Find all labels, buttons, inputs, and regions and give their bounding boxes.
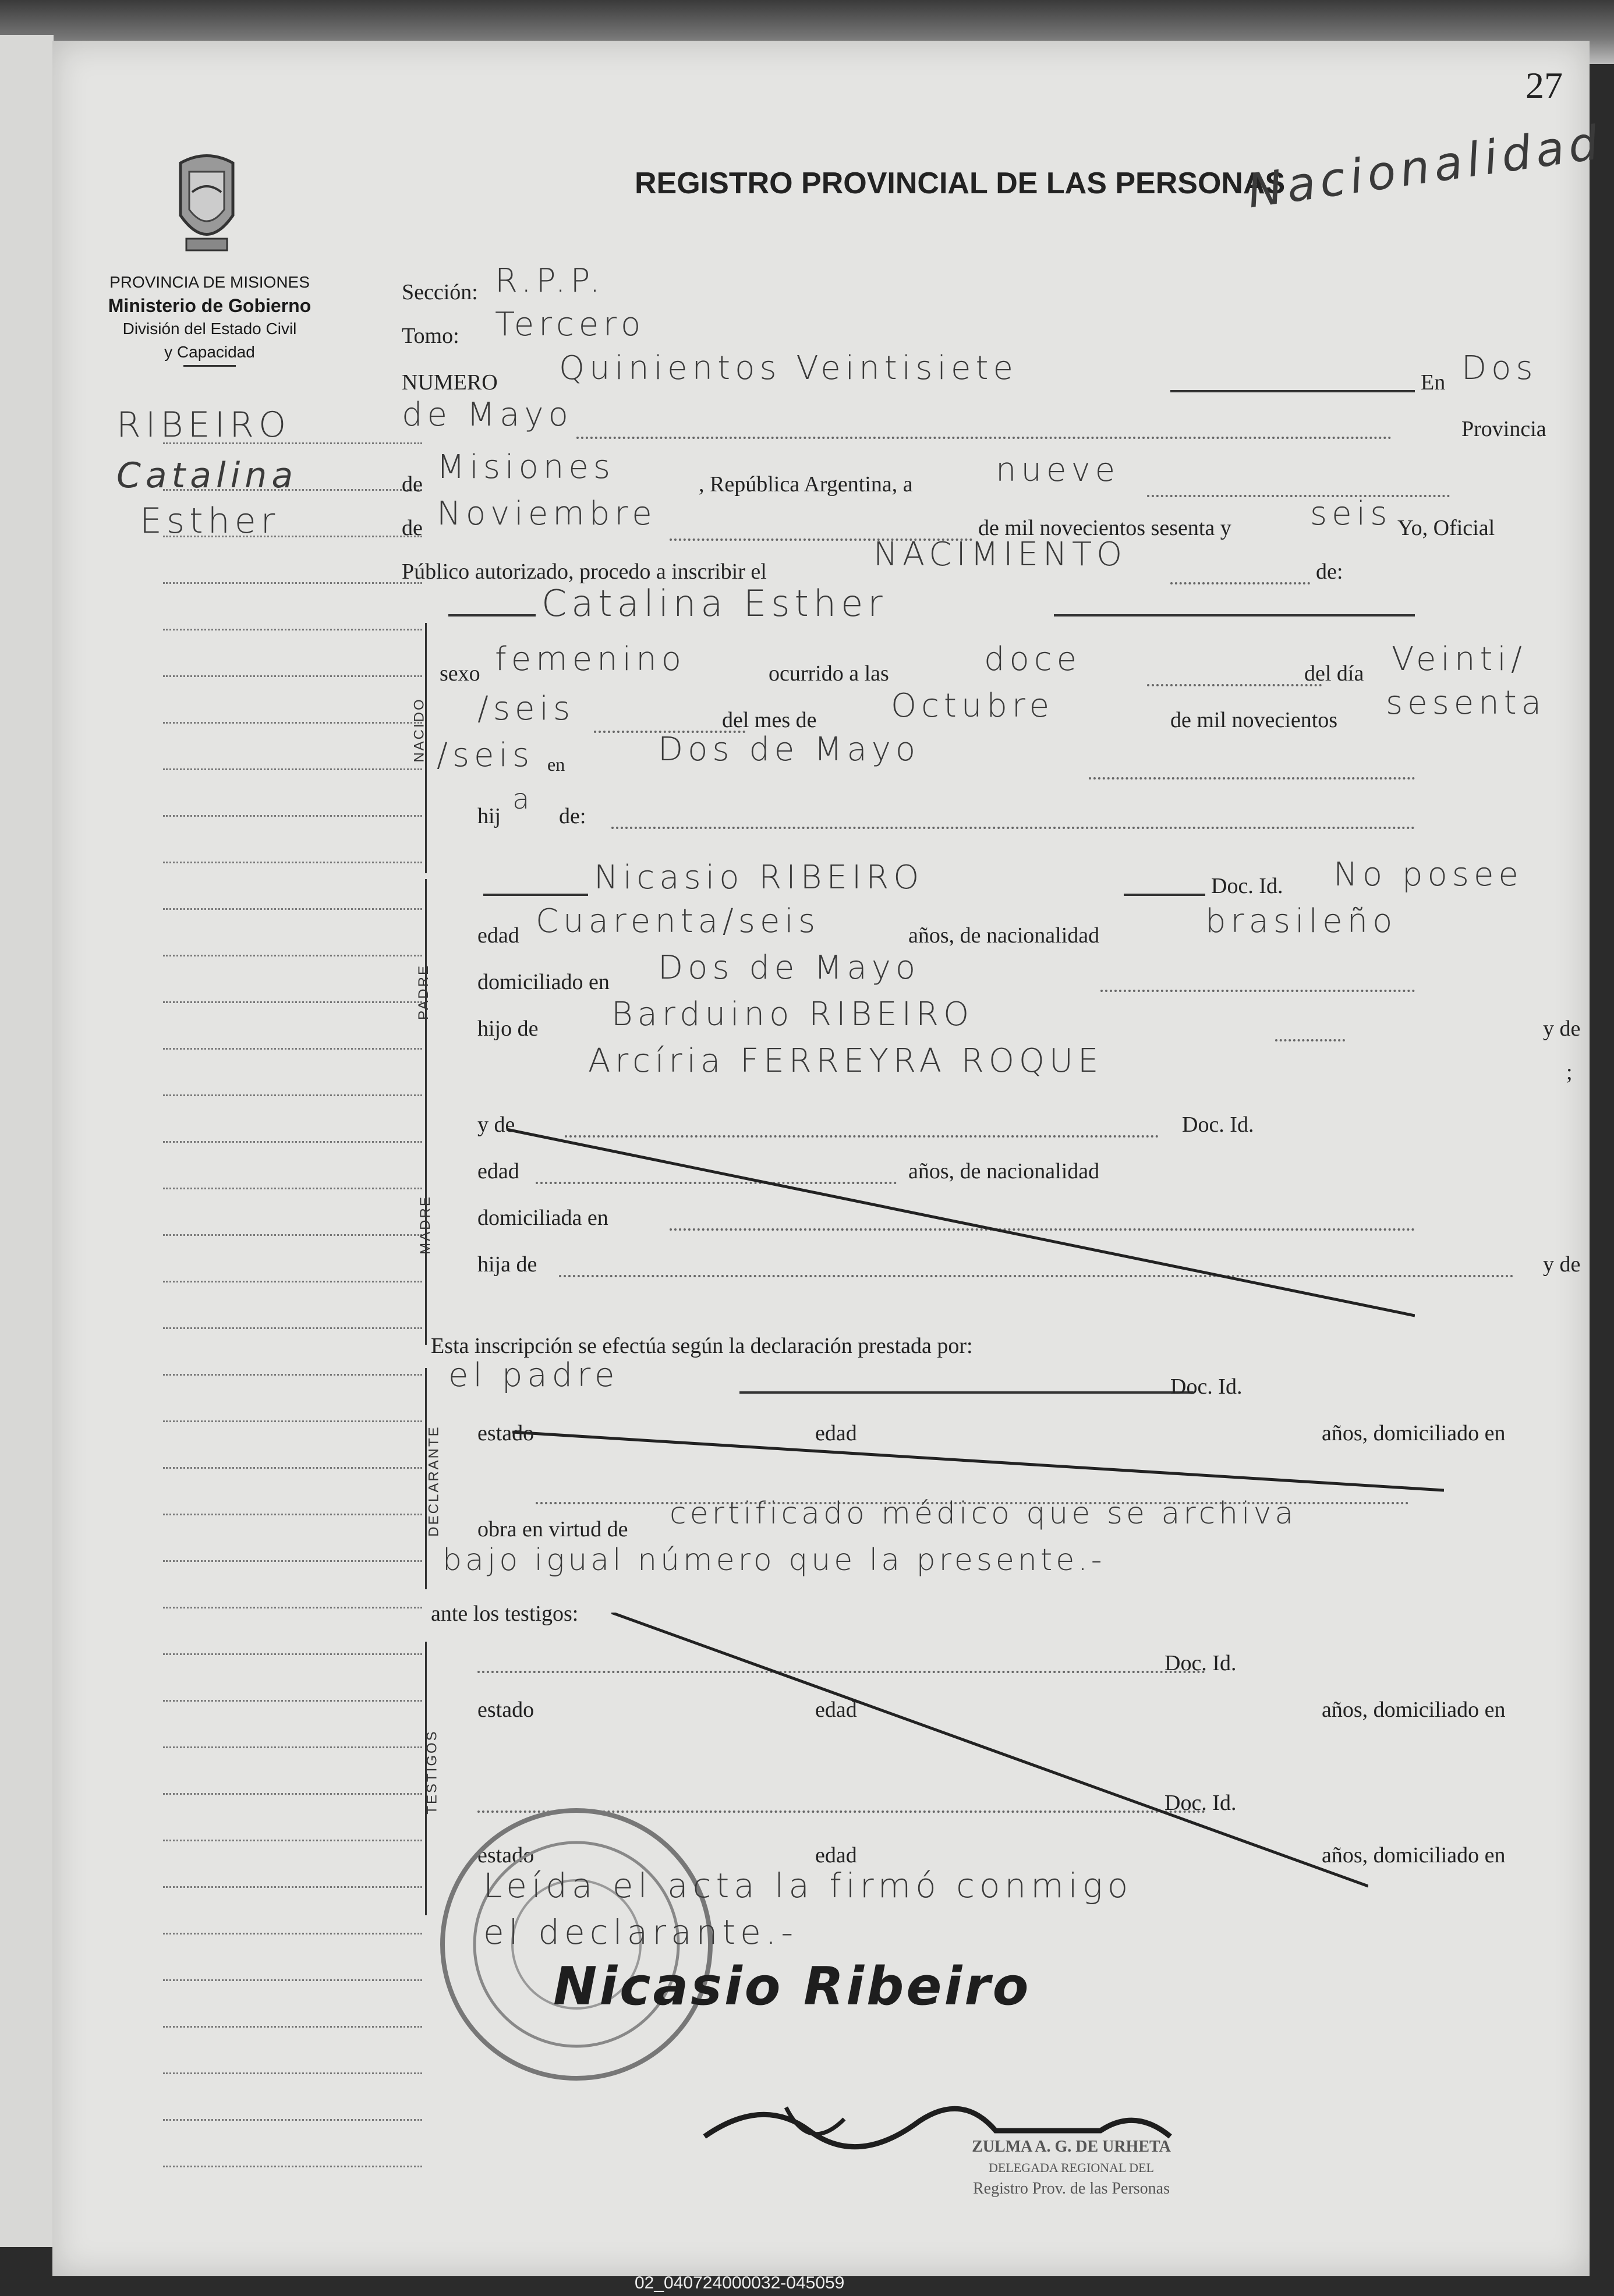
dia-value-1: Veinti/ — [1392, 640, 1527, 678]
de-colon-label: de: — [1316, 559, 1343, 584]
declarante-nombre-value: el padre — [448, 1356, 620, 1394]
hij-value: a — [512, 783, 535, 816]
mes-value: Octubre — [891, 687, 1054, 725]
official-office: Registro Prov. de las Personas — [972, 2180, 1170, 2198]
anio-label: de mil novecientos — [1170, 708, 1338, 732]
margin-note-signature: Nacionalidad — [1244, 115, 1606, 219]
tomo-value: Tercero — [495, 306, 646, 343]
padre-edad-label: edad — [477, 923, 519, 948]
day-value: nueve — [996, 451, 1120, 489]
testigos-intro: ante los testigos: — [431, 1601, 579, 1626]
testigo-1-estado-label: estado — [477, 1698, 535, 1722]
madre-y-de-end-label: y de — [1543, 1252, 1581, 1277]
year-label: de mil novecientos sesenta y — [978, 516, 1231, 540]
month-value: Noviembre — [437, 495, 657, 533]
place-value: de Mayo — [402, 396, 573, 434]
nacido-section-label: NACIDO — [411, 697, 427, 763]
declarante-doc-label: Doc. Id. — [1170, 1374, 1243, 1399]
testigo-1-edad-label: edad — [815, 1698, 857, 1722]
madre-edad-label: edad — [477, 1159, 519, 1184]
mes-label: del mes de — [722, 708, 817, 732]
madre-y-de-label: y de — [477, 1112, 515, 1137]
declarante-intro: Esta inscripción se efectúa según la declaración prestada por: — [431, 1334, 973, 1358]
padre-doc-value: No posee — [1333, 856, 1523, 894]
abuela-paterna-value: Arcíria FERREYRA ROQUE — [588, 1042, 1103, 1080]
republica-label: , República Argentina, a — [699, 472, 913, 497]
anio-value-2: /seis — [437, 736, 535, 774]
en-label: En — [1421, 370, 1446, 395]
madre-hija-de-label: hija de — [477, 1252, 537, 1277]
closing-line-1: Leída el acta la firmó conmigo — [483, 1866, 1133, 1905]
padre-nacionalidad-value: brasileño — [1205, 902, 1397, 940]
province-name: PROVINCIA DE MISIONES — [109, 273, 310, 291]
dia-label: del día — [1304, 661, 1364, 686]
page-title: REGISTRO PROVINCIAL DE LAS PERSONAS — [635, 166, 1286, 200]
page-number: 27 — [1525, 65, 1563, 106]
numero-label: NUMERO — [402, 370, 498, 395]
margin-given-name-2: Esther — [140, 501, 280, 541]
padre-domicilio-value: Dos de Mayo — [658, 949, 921, 987]
hij-de-label: de: — [559, 804, 586, 828]
publico-label: Público autorizado, procedo a inscribir el — [402, 559, 767, 584]
margin-surname: RIBEIRO — [116, 405, 291, 445]
hora-value: doce — [984, 640, 1082, 678]
sexo-label: sexo — [440, 661, 480, 686]
en-value: Dos — [1461, 349, 1538, 387]
madre-domicilio-label: domiciliada en — [477, 1206, 608, 1230]
child-name-value: Catalina Esther — [541, 582, 887, 625]
provincia-label: Provincia — [1461, 417, 1546, 441]
declarante-domicilio-label: años, domiciliado en — [1322, 1421, 1506, 1445]
madre-cancel-stroke — [507, 1124, 1415, 1321]
padre-hijo-de-label: hijo de — [477, 1016, 539, 1041]
testigo-2-edad-label: edad — [815, 1843, 857, 1868]
declarante-cancel-stroke — [512, 1426, 1444, 1496]
year-value: seis — [1310, 495, 1392, 533]
ocurrido-label: ocurrido a las — [769, 661, 889, 686]
padre-section-label: PADRE — [415, 964, 431, 1020]
official-name-stamp — [926, 2136, 1217, 2199]
official-title: DELEGADA REGIONAL DEL — [989, 2160, 1154, 2175]
testigos-cancel-stroke — [611, 1613, 1368, 1892]
provincia-de-label: de — [402, 472, 423, 497]
testigo-2-doc-label: Doc. Id. — [1165, 1791, 1237, 1815]
testigo-1-domicilio-label: años, domiciliado en — [1322, 1698, 1506, 1722]
seccion-label: Sección: — [402, 280, 478, 304]
padre-domicilio-label: domiciliado en — [477, 970, 610, 994]
virtud-value-line-2: bajo igual número que la presente.- — [443, 1543, 1106, 1578]
official-name: ZULMA A. G. DE URHETA — [972, 2138, 1171, 2156]
closing-line-2: el declarante.- — [483, 1912, 798, 1952]
facing-page-edge — [0, 35, 54, 2247]
declarante-virtud-label: obra en virtud de — [477, 1517, 628, 1542]
testigos-section-label: TESTIGOS — [424, 1730, 440, 1815]
numero-value: Quinientos Veintisiete — [559, 349, 1018, 387]
ministry-name: Ministerio de Gobierno — [108, 295, 312, 316]
act-type-value: NACIMIENTO — [873, 536, 1127, 573]
testigo-1-doc-label: Doc. Id. — [1165, 1651, 1237, 1675]
testigo-2-estado-label: estado — [477, 1843, 535, 1868]
register-page — [52, 41, 1606, 2276]
anio-value-1: sesenta — [1386, 684, 1546, 722]
madre-section-label: MADRE — [417, 1195, 433, 1255]
padre-doc-label: Doc. Id. — [1211, 874, 1283, 898]
lugar-en-label: en — [547, 754, 565, 775]
oficial-label: Yo, Oficial — [1397, 516, 1495, 540]
padre-y-de-label: y de — [1543, 1016, 1581, 1041]
padre-semicolon: ; — [1566, 1060, 1573, 1085]
hij-label: hij — [477, 804, 501, 828]
margin-given-name-1: Catalina — [116, 455, 298, 496]
tomo-label: Tomo: — [402, 324, 459, 348]
declarante-edad-label: edad — [815, 1421, 857, 1445]
month-de-label: de — [402, 516, 423, 540]
testigo-2-domicilio-label: años, domiciliado en — [1322, 1843, 1506, 1868]
sexo-value: femenino — [495, 640, 686, 678]
footer-image-code: 02_040724000032-045059 — [635, 2273, 845, 2293]
provincia-value: Misiones — [437, 448, 615, 486]
abuelo-paterno-value: Barduino RIBEIRO — [611, 995, 974, 1033]
seccion-value: R.P.P. — [495, 262, 605, 300]
virtud-value-line-1: certificado médico que se archiva — [670, 1496, 1297, 1531]
province-coat-of-arms-icon — [175, 151, 239, 256]
lugar-value: Dos de Mayo — [658, 731, 921, 768]
madre-nacionalidad-label: años, de nacionalidad — [908, 1159, 1100, 1184]
division-line-1: División del Estado Civil — [122, 320, 297, 338]
padre-nombre-value: Nicasio RIBEIRO — [594, 859, 924, 897]
issuing-office — [93, 271, 326, 368]
padre-edad-value: Cuarenta/seis — [536, 902, 820, 940]
madre-doc-label: Doc. Id. — [1182, 1112, 1254, 1137]
division-line-2: y Capacidad — [164, 343, 255, 361]
declarante-section-label: DECLARANTE — [426, 1425, 442, 1537]
declarante-estado-label: estado — [477, 1421, 535, 1445]
declarante-signature: Nicasio Ribeiro — [553, 1956, 1031, 2017]
padre-nacionalidad-label: años, de nacionalidad — [908, 923, 1100, 948]
dia-value-2: /seis — [477, 690, 575, 728]
